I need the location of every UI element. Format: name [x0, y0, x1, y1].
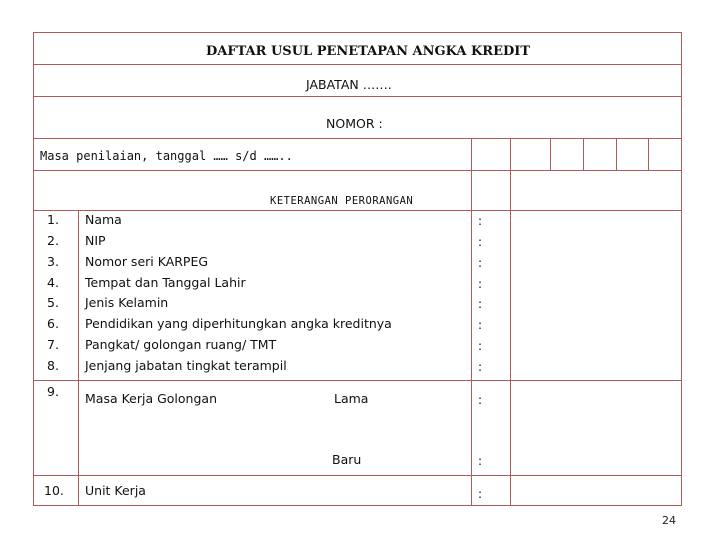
grid-divider [583, 138, 584, 170]
grid-divider [510, 138, 511, 170]
item-label-karpeg: Nomor seri KARPEG [85, 254, 209, 269]
item-number: 2. [47, 233, 59, 248]
grid-divider [471, 138, 472, 170]
grid-divider [616, 138, 617, 170]
value-column-divider [510, 170, 511, 506]
grid-divider [550, 138, 551, 170]
item-label-nama: Nama [85, 212, 122, 227]
item-number: 8. [47, 358, 59, 373]
item-number: 9. [47, 384, 59, 399]
item-colon: : [478, 318, 483, 332]
nomor-label: NOMOR : [326, 116, 383, 131]
masa-kerja-baru-label: Baru [332, 452, 362, 467]
jabatan-label: JABATAN ……. [306, 77, 392, 92]
grid-divider [648, 138, 649, 170]
item-label-tempat-tanggal-lahir: Tempat dan Tanggal Lahir [85, 275, 246, 290]
item-number: 4. [47, 275, 59, 290]
unit-kerja-label: Unit Kerja [85, 483, 146, 498]
form-table [33, 32, 682, 506]
row-divider [33, 96, 682, 97]
item-colon: : [478, 277, 483, 291]
page-number: 24 [662, 514, 676, 527]
item-number: 7. [47, 337, 59, 352]
item-colon: : [478, 235, 483, 249]
item-colon: : [478, 214, 483, 228]
masa-kerja-lama-label: Lama [334, 391, 369, 406]
item-label-jenis-kelamin: Jenis Kelamin [85, 295, 169, 310]
item-colon: : [478, 393, 483, 407]
item-number: 10. [44, 483, 64, 498]
item-number: 5. [47, 295, 59, 310]
item-number: 1. [47, 212, 59, 227]
item-number: 6. [47, 316, 59, 331]
item-colon: : [478, 339, 483, 353]
item-label-pendidikan: Pendidikan yang diperhitungkan angka kreditnya [85, 316, 392, 331]
row-divider [33, 170, 682, 171]
row-divider [33, 210, 682, 211]
masa-kerja-label: Masa Kerja Golongan [85, 391, 217, 406]
item-label-nip: NIP [85, 233, 106, 248]
row-divider [33, 64, 682, 65]
item-colon: : [478, 487, 483, 501]
row-divider [33, 475, 682, 476]
masa-penilaian-label: Masa penilaian, tanggal …… s/d …….. [40, 149, 293, 163]
item-label-jenjang-jabatan: Jenjang jabatan tingkat terampil [85, 358, 287, 373]
keterangan-perorangan-heading: KETERANGAN PERORANGAN [270, 195, 414, 207]
item-colon: : [478, 454, 483, 468]
row-divider [33, 380, 682, 381]
form-title: DAFTAR USUL PENETAPAN ANGKA KREDIT [206, 44, 531, 59]
row-divider [33, 138, 682, 139]
item-number: 3. [47, 254, 59, 269]
item-colon: : [478, 256, 483, 270]
number-column-divider [78, 210, 79, 506]
item-label-pangkat: Pangkat/ golongan ruang/ TMT [85, 337, 277, 352]
item-colon: : [478, 360, 483, 374]
item-colon: : [478, 297, 483, 311]
value-column-divider [471, 170, 472, 506]
